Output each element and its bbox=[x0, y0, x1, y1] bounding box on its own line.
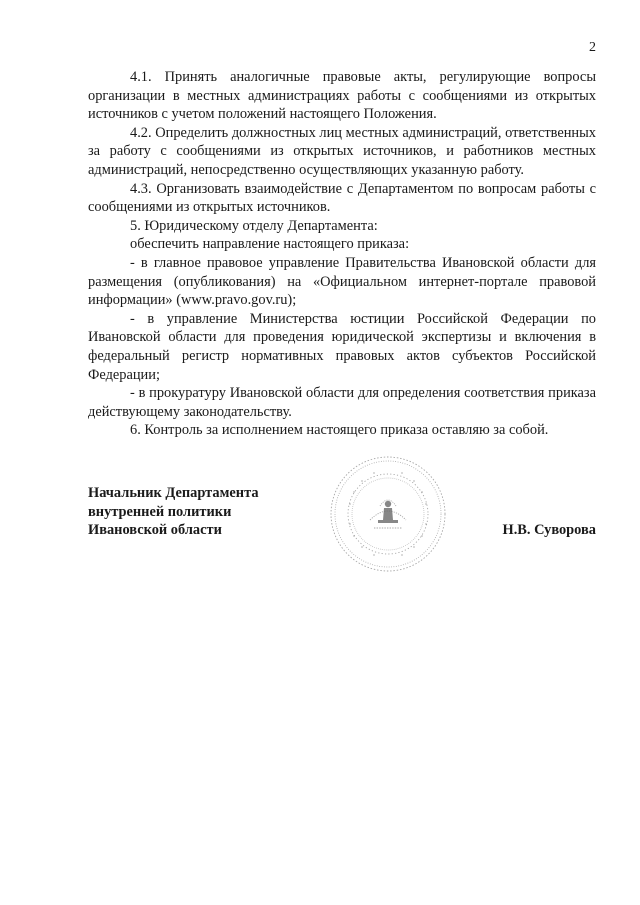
signatory-title-line-2: внутренней политики bbox=[88, 503, 232, 520]
signatory-title bbox=[88, 484, 259, 540]
signature-block bbox=[88, 484, 596, 564]
paragraph-5-item-2: - в управление Министерства юстиции Российской Федерации по Ивановской области для проведения юридической экспертизы и включения в федеральный регистр нормативных правовых актов субъектов Российской Федерации; bbox=[88, 310, 596, 383]
paragraph-5-item-1: - в главное правовое управление Правительства Ивановской области для размещения (опубликования) на «Официальном интернет-портале правовой информации» (www.pravo.gov.ru); bbox=[88, 254, 596, 309]
signatory-title-line-1: Начальник Департамента bbox=[88, 485, 259, 501]
official-seal-icon bbox=[328, 454, 448, 574]
document-body bbox=[88, 68, 596, 440]
signatory-title-line-3: Ивановской области bbox=[88, 522, 222, 539]
paragraph-4-3: 4.3. Организовать взаимодействие с Департаментом по вопросам работы с сообщениями из открытых источников. bbox=[88, 180, 596, 216]
page-number: 2 bbox=[589, 40, 596, 55]
paragraph-6: 6. Контроль за исполнением настоящего приказа оставляю за собой. bbox=[130, 422, 549, 439]
signatory-name: Н.В. Суворова bbox=[502, 522, 596, 538]
paragraph-5-intro: обеспечить направление настоящего приказа: bbox=[130, 236, 410, 253]
paragraph-5: 5. Юридическому отделу Департамента: bbox=[130, 217, 378, 234]
paragraph-4-1: 4.1. Принять аналогичные правовые акты, регулирующие вопросы организации в местных администрациях работы с сообщениями из открытых источников с учетом положений настоящего Положения. bbox=[88, 69, 596, 123]
paragraph-4-2: 4.2. Определить должностных лиц местных администраций, ответственных за работу с сообщениями из открытых источников, и работников местных администраций, непосредственно осуществляющих указанную работу. bbox=[88, 124, 596, 178]
paragraph-5-item-3: - в прокуратуру Ивановской области для определения соответствия приказа действующему законодательству. bbox=[88, 385, 596, 420]
